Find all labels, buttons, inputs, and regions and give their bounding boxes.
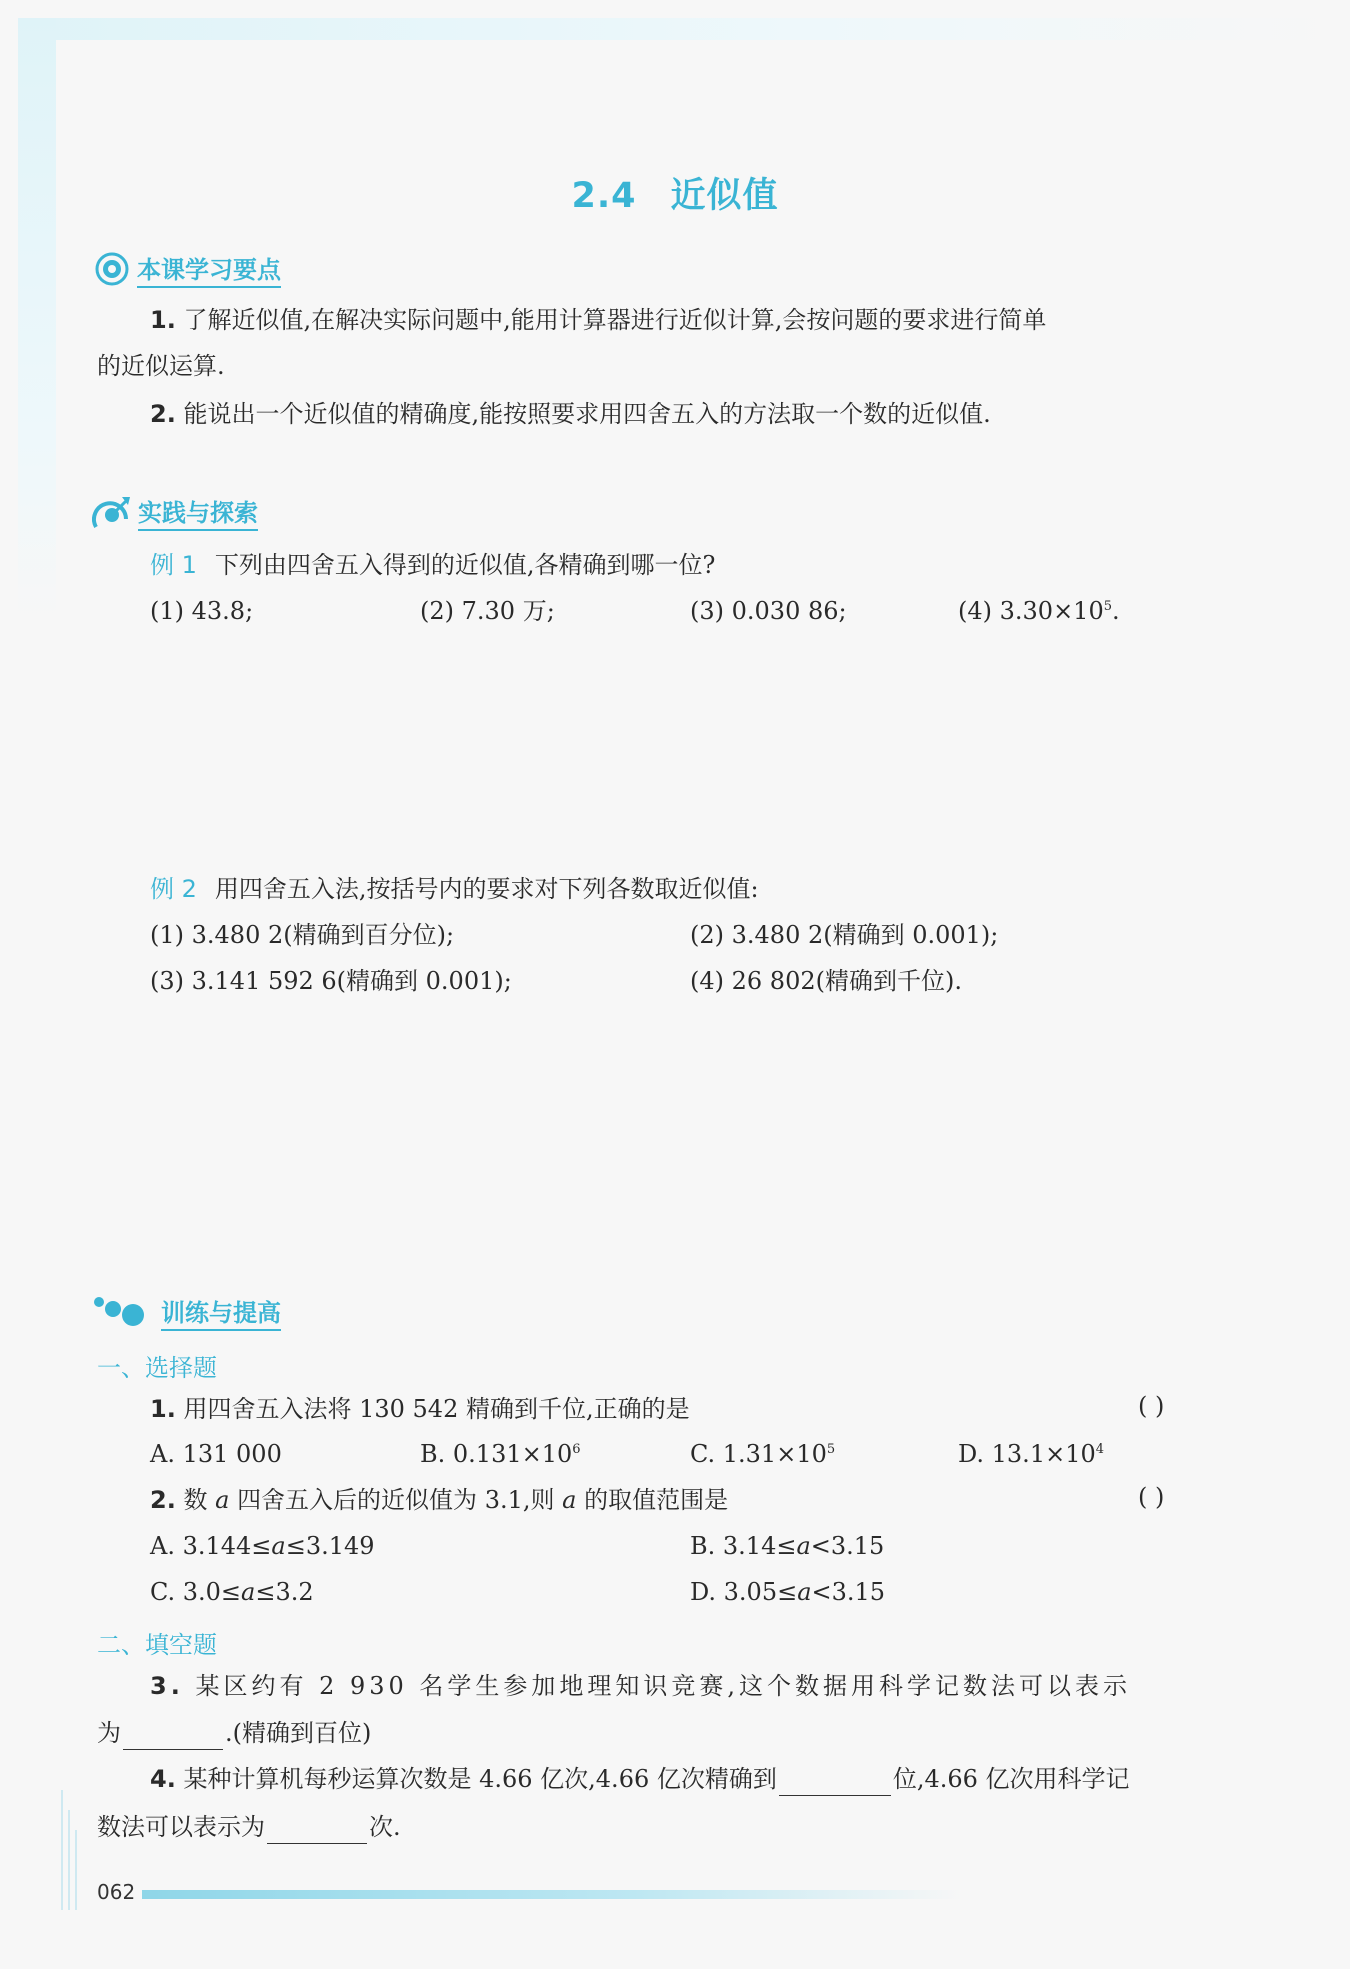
question-4-line1: 4. 某种计算机每秒运算次数是 4.66 亿次,4.66 亿次精确到 位,4.66 亿次用科学记 — [150, 1762, 1130, 1796]
example-2-item-4: (4) 26 802(精确到千位). — [690, 967, 962, 995]
section-title: 近似值 — [670, 176, 779, 216]
q2-option-a: A. 3.144≤a≤3.149 — [150, 1532, 375, 1560]
q1-option-c: C. $1.31\times 10^5$ — [690, 1440, 836, 1468]
q2-option-b: B. 3.14≤a<3.15 — [690, 1532, 885, 1560]
dart-arrow-icon — [92, 493, 132, 531]
question-1: 1. 用四舍五入法将 130 542 精确到千位,正确的是 — [150, 1395, 690, 1423]
footer-bar — [142, 1890, 962, 1899]
answer-bracket-1[interactable]: ( ) — [1138, 1392, 1165, 1420]
answer-blank-4b[interactable] — [267, 1817, 367, 1844]
q2-option-d: D. 3.05≤a<3.15 — [690, 1578, 886, 1606]
page-number: 062 — [97, 1880, 136, 1904]
section-label: 实践与探索 — [138, 493, 258, 531]
example-2-item-2: (2) 3.480 2(精确到 0.001); — [690, 921, 999, 949]
example-1-question: 例 1 下列由四舍五入得到的近似值,各精确到哪一位? — [150, 551, 716, 579]
example-1-item-2: (2) 7.30 万; — [420, 597, 555, 625]
margin-lines-decoration — [60, 1790, 90, 1910]
question-3-line1: 3. 某区约有 2 930 名学生参加地理知识竞赛,这个数据用科学记数法可以表示 — [150, 1672, 1132, 1700]
section-practice — [92, 493, 258, 531]
section-training — [93, 1293, 281, 1331]
section-label: 本课学习要点 — [137, 250, 281, 288]
example-1-item-3: (3) 0.030 86; — [690, 597, 847, 625]
target-icon — [95, 252, 129, 286]
q1-option-d: D. $13.1\times 10^4$ — [958, 1440, 1105, 1468]
key-point-2: 2. 能说出一个近似值的精确度,能按照要求用四舍五入的方法取一个数的近似值. — [150, 400, 991, 428]
key-point-1-line2: 的近似运算. — [97, 352, 225, 380]
q2-option-c: C. 3.0≤a≤3.2 — [150, 1578, 314, 1606]
question-3-line2: 为 .(精确到百位) — [97, 1716, 371, 1750]
section-number: 2.4 — [571, 176, 637, 216]
q1-option-a: A. 131 000 — [150, 1440, 282, 1468]
question-2: 2. 数 a 四舍五入后的近似值为 3.1,则 a 的取值范围是 — [150, 1486, 729, 1514]
answer-blank-4a[interactable] — [779, 1769, 891, 1796]
question-4-line2: 数法可以表示为 次. — [97, 1810, 401, 1844]
dots-icon — [93, 1294, 155, 1330]
answer-blank-3[interactable] — [123, 1723, 223, 1750]
page-title — [0, 168, 1350, 218]
top-decoration — [18, 18, 1332, 40]
example-2-item-3: (3) 3.141 592 6(精确到 0.001); — [150, 967, 512, 995]
example-1-item-4: (4) $3.30\times 10^5$. — [958, 597, 1120, 625]
fill-title: 二、填空题 — [97, 1631, 217, 1659]
key-point-1-line1: 1. 了解近似值,在解决实际问题中,能用计算器进行近似计算,会按问题的要求进行简单 — [150, 306, 1047, 334]
q1-option-b: B. $0.131\times 10^6$ — [420, 1440, 581, 1468]
left-decoration — [18, 18, 56, 618]
choice-title: 一、选择题 — [97, 1354, 217, 1382]
example-2-item-1: (1) 3.480 2(精确到百分位); — [150, 921, 455, 949]
section-key-points — [95, 250, 281, 288]
section-label: 训练与提高 — [161, 1293, 281, 1331]
example-2-question: 例 2 用四舍五入法,按括号内的要求对下列各数取近似值: — [150, 875, 759, 903]
example-1-item-1: (1) 43.8; — [150, 597, 254, 625]
answer-bracket-2[interactable]: ( ) — [1138, 1483, 1165, 1511]
